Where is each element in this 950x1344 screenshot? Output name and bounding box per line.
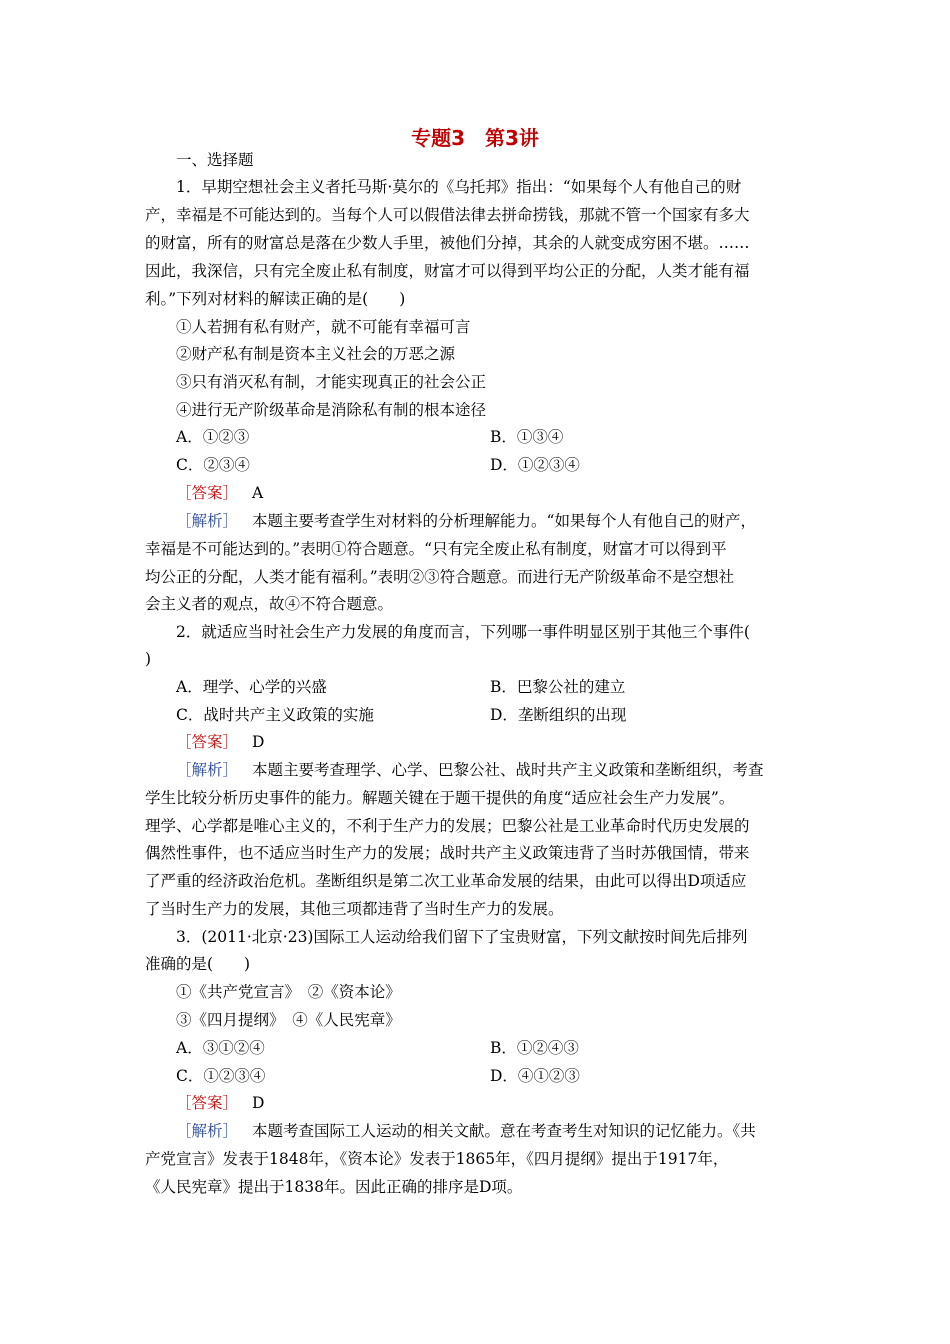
q3-statement: ①《共产党宣言》 ②《资本论》 xyxy=(176,983,401,1001)
q2-analysis-line: 理学、心学都是唯心主义的，不利于生产力的发展；巴黎公社是工业革命时代历史发展的 xyxy=(145,817,750,835)
analysis-tag: ［解析］ xyxy=(176,512,239,530)
q3-analysis-text: 本题考查国际工人运动的相关文献。意在考查考生对知识的记忆能力。《共 xyxy=(252,1122,756,1140)
q2-analysis-line: 了当时生产力的发展，其他三项都违背了当时生产力的发展。 xyxy=(145,900,564,918)
q3-stem-line: 准确的是( ) xyxy=(145,955,251,973)
analysis-tag: ［解析］ xyxy=(176,1122,239,1140)
q1-analysis-line xyxy=(176,511,805,531)
page-title: 专题3 第3讲 xyxy=(411,126,539,150)
q1-analysis-line: 会主义者的观点，故④不符合题意。 xyxy=(145,595,394,613)
q3-analysis-line xyxy=(176,1121,805,1141)
q1-stem-line: 利。”下列对材料的解读正确的是( ) xyxy=(145,290,406,308)
q3-option-c: C．①②③④ xyxy=(176,1067,266,1085)
q2-analysis-line: 了严重的经济政治危机。垄断组织是第二次工业革命发展的结果，由此可以得出D项适应 xyxy=(145,872,747,890)
analysis-tag: ［解析］ xyxy=(176,761,239,779)
q1-analysis-text: 本题主要考查学生对材料的分析理解能力。“如果每个人有他自己的财产， xyxy=(252,512,756,530)
answer-tag: ［答案］ xyxy=(176,1094,239,1112)
q3-answer xyxy=(176,1093,805,1113)
q1-stem-line: 产，幸福是不可能达到的。当每个人可以假借法律去拼命捞钱，那就不管一个国家有多大 xyxy=(145,206,750,224)
q1-analysis-line: 均公正的分配，人类才能有福利。”表明②③符合题意。而进行无产阶级革命不是空想社 xyxy=(145,568,735,586)
q3-option-a: A．③①②④ xyxy=(176,1039,265,1057)
q2-option-a: A．理学、心学的兴盛 xyxy=(176,678,327,696)
q2-analysis-line xyxy=(176,760,805,780)
q2-option-d: D．垄断组织的出现 xyxy=(490,706,627,724)
q2-analysis-text: 本题主要考查理学、心学、巴黎公社、战时共产主义政策和垄断组织，考查 xyxy=(252,761,764,779)
q1-statement: ①人若拥有私有财产，就不可能有幸福可言 xyxy=(176,318,471,336)
q1-option-b: B．①③④ xyxy=(490,428,564,446)
q1-answer-value: A xyxy=(252,484,264,502)
q1-stem-line: 因此，我深信，只有完全废止私有制度，财富才可以得到平均公正的分配，人类才能有福 xyxy=(145,262,750,280)
answer-tag: ［答案］ xyxy=(176,733,239,751)
q2-option-b: B．巴黎公社的建立 xyxy=(490,678,626,696)
q1-stem-line: 的财富，所有的财富总是落在少数人手里，被他们分掉，其余的人就变成穷困不堪。…… xyxy=(145,234,750,252)
q2-stem-line: 2．就适应当时社会生产力发展的角度而言，下列哪一事件明显区别于其他三个事件( xyxy=(176,623,750,641)
q1-statement: ③只有消灭私有制，才能实现真正的社会公正 xyxy=(176,373,487,391)
q1-option-a: A．①②③ xyxy=(176,428,250,446)
q2-analysis-line: 偶然性事件，也不适应当时生产力的发展；战时共产主义政策违背了当时苏俄国情，带来 xyxy=(145,844,750,862)
q1-stem-line: 1．早期空想社会主义者托马斯·莫尔的《乌托邦》指出：“如果每个人有他自己的财 xyxy=(176,178,742,196)
q1-option-d: D．①②③④ xyxy=(490,456,580,474)
q3-analysis-line: 《人民宪章》提出于1838年。因此正确的排序是D项。 xyxy=(145,1178,523,1196)
q2-option-c: C．战时共产主义政策的实施 xyxy=(176,706,374,724)
q3-option-b: B．①②④③ xyxy=(490,1039,579,1057)
q3-answer-value: D xyxy=(252,1094,265,1112)
q3-statement: ③《四月提纲》 ④《人民宪章》 xyxy=(176,1011,401,1029)
q1-statement: ②财产私有制是资本主义社会的万恶之源 xyxy=(176,345,456,363)
q1-statement: ④进行无产阶级革命是消除私有制的根本途径 xyxy=(176,401,487,419)
q2-answer-value: D xyxy=(252,733,265,751)
q3-option-d: D．④①②③ xyxy=(490,1067,580,1085)
answer-tag: ［答案］ xyxy=(176,484,239,502)
q2-answer xyxy=(176,732,805,752)
q1-option-c: C．②③④ xyxy=(176,456,250,474)
q3-stem-line: 3．(2011·北京·23)国际工人运动给我们留下了宝贵财富，下列文献按时间先后排列 xyxy=(176,928,748,946)
q1-analysis-line: 幸福是不可能达到的。”表明①符合题意。“只有完全废止私有制度，财富才可以得到平 xyxy=(145,540,727,558)
q2-analysis-line: 学生比较分析历史事件的能力。解题关键在于题干提供的角度“适应社会生产力发展”。 xyxy=(145,789,735,807)
q2-stem-line: ) xyxy=(145,650,152,668)
q1-answer xyxy=(176,483,805,503)
q3-analysis-line: 产党宣言》发表于1848年，《资本论》发表于1865年，《四月提纲》提出于1917年， xyxy=(145,1150,729,1168)
section-heading: 一、选择题 xyxy=(176,151,254,169)
